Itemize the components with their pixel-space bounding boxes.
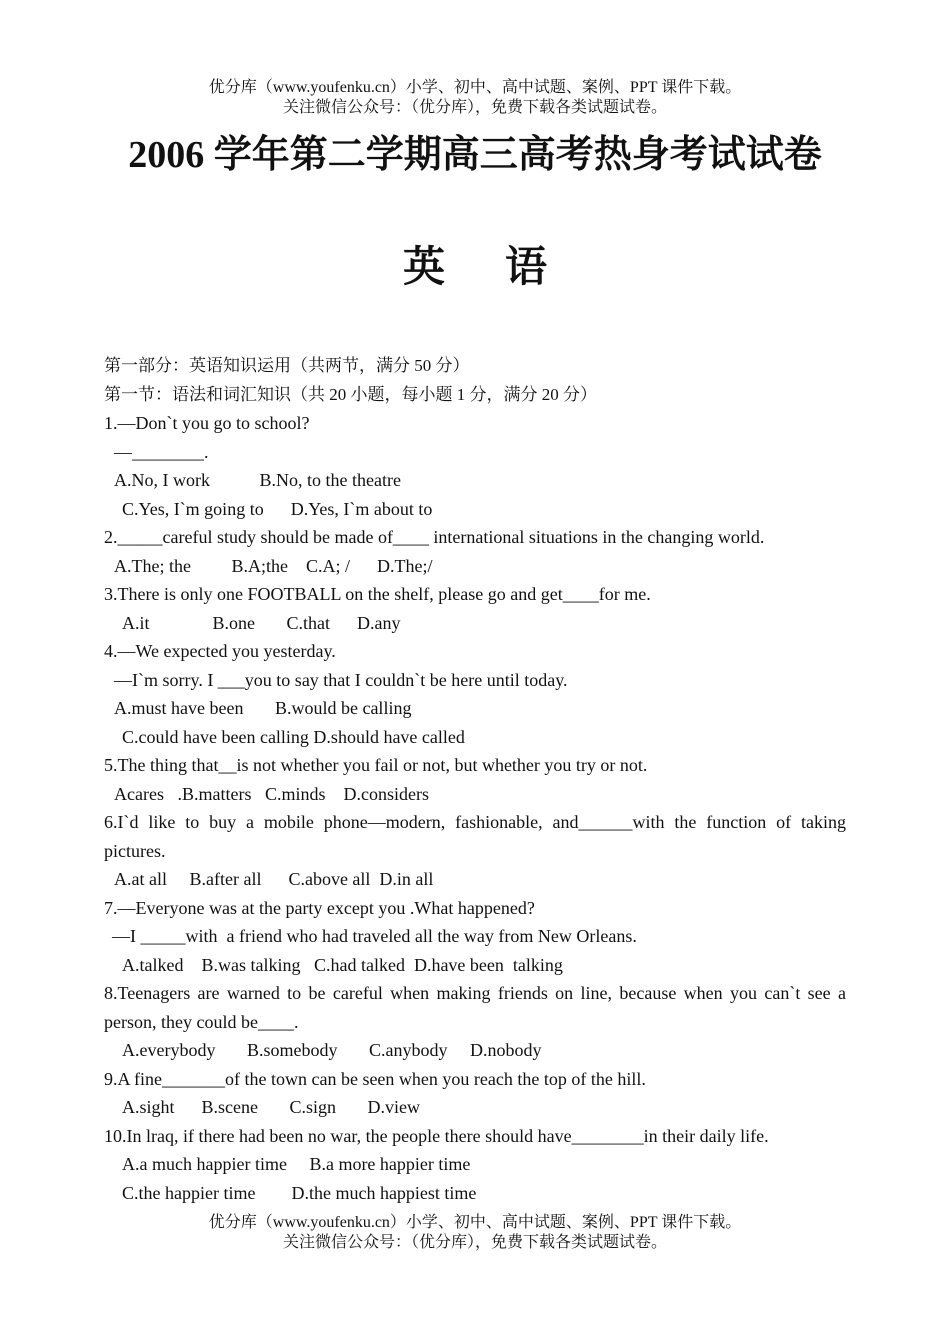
page-header-line1: 优分库（www.youfenku.cn）小学、初中、高中试题、案例、PPT 课件下载。 xyxy=(208,79,742,96)
question-options: A.talked B.was talking C.had talked D.have been talking xyxy=(122,954,563,975)
question-options: A.must have been B.would be calling xyxy=(114,698,412,718)
question-stem: 1.—Don`t you go to school? xyxy=(104,413,310,433)
question-stem: 3.There is only one FOOTBALL on the shelf, please go and get____for me. xyxy=(104,584,651,604)
question-options: A.a much happier time B.a more happier time xyxy=(122,1154,471,1174)
question-options: Acares .B.matters C.minds D.considers xyxy=(114,783,429,804)
question-stem: 4.—We expected you yesterday. xyxy=(104,641,336,661)
question-options: A.everybody B.somebody C.anybody D.nobody xyxy=(122,1040,542,1060)
question-options: A.The; the B.A;the C.A; / D.The;/ xyxy=(114,555,433,576)
subject-char-2: 语 xyxy=(505,245,548,291)
question-stem: 8.Teenagers are warned to be careful when making friends on line, because when you can`t see a person, they could be____. xyxy=(104,983,846,1032)
question-options: A.at all B.after all C.above all D.in all xyxy=(114,869,434,889)
exam-body xyxy=(104,352,846,1207)
question-stem: 5.The thing that__is not whether you fail or not, but whether you try or not. xyxy=(104,755,648,775)
section-heading: 第一节：语法和词汇知识（共 20 小题，每小题 1 分，满分 20 分） xyxy=(104,384,597,404)
question-options: A.it B.one C.that D.any xyxy=(122,612,401,633)
exam-title: 2006 学年第二学期高三高考热身考试试卷 xyxy=(128,134,822,176)
question-stem: 6.I`d like to buy a mobile phone—modern, fashionable, and______with the function of taking pictures. xyxy=(104,812,846,861)
question-stem: 9.A fine_______of the town can be seen when you reach the top of the hill. xyxy=(104,1068,646,1089)
question-reply: —I _____with a friend who had traveled all the way from New Orleans. xyxy=(112,926,637,946)
page-header-line2: 关注微信公众号：（优分库），免费下载各类试题试卷。 xyxy=(282,99,667,116)
subject-heading xyxy=(0,240,950,296)
question-options: A.No, I work B.No, to the theatre xyxy=(114,470,401,490)
page-footer-line2: 关注微信公众号：（优分库），免费下载各类试题试卷。 xyxy=(282,1234,667,1251)
question-options: C.the happier time D.the much happiest time xyxy=(122,1182,477,1203)
part-heading: 第一部分：英语知识运用（共两节，满分 50 分） xyxy=(104,356,470,375)
question-stem: 7.—Everyone was at the party except you .What happened? xyxy=(104,897,535,918)
page-footer-line1: 优分库（www.youfenku.cn）小学、初中、高中试题、案例、PPT 课件下载。 xyxy=(208,1214,742,1231)
question-options: A.sight B.scene C.sign D.view xyxy=(122,1097,420,1117)
subject-char-1: 英 xyxy=(402,245,445,291)
question-reply: —I`m sorry. I ___you to say that I couldn`t be here until today. xyxy=(114,669,568,690)
question-reply: —________. xyxy=(114,441,209,462)
question-stem: 10.In lraq, if there had been no war, the people there should have________in their daily life. xyxy=(104,1125,769,1146)
question-stem: 2._____careful study should be made of____ international situations in the changing world. xyxy=(104,527,765,547)
question-options: C.could have been calling D.should have called xyxy=(122,726,465,747)
question-options: C.Yes, I`m going to D.Yes, I`m about to xyxy=(122,498,433,519)
